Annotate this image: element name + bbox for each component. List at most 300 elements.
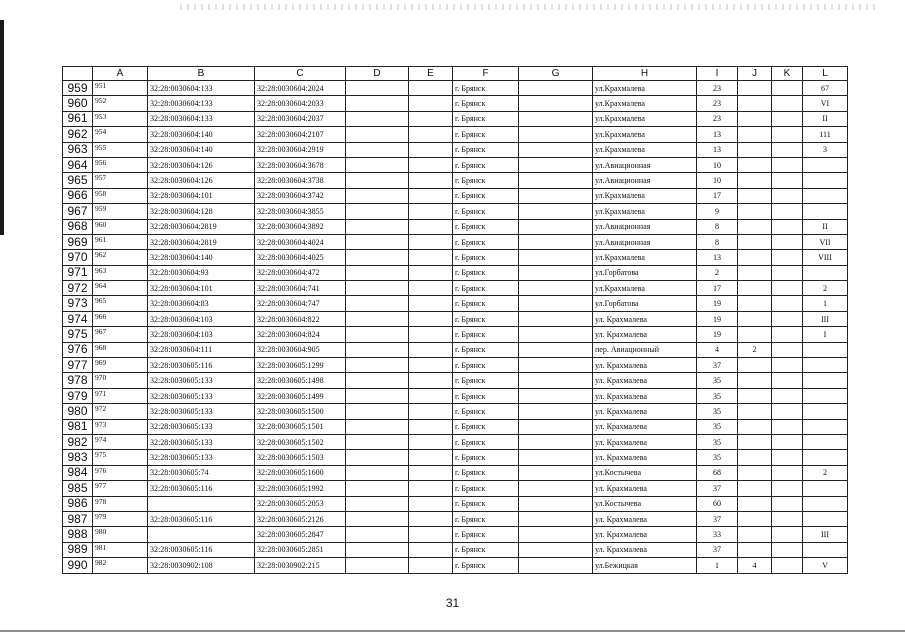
table-cell <box>346 465 409 480</box>
table-cell: 963 <box>93 265 148 280</box>
table-cell: 32:28:0030604:3738 <box>255 173 346 188</box>
table-cell: 2 <box>803 465 848 480</box>
table-cell <box>519 388 593 403</box>
table-cell: 32:28:0030604:111 <box>148 342 255 357</box>
table-cell <box>346 327 409 342</box>
table-cell: 971 <box>93 388 148 403</box>
table-cell <box>519 481 593 496</box>
table-cell: 33 <box>697 527 738 542</box>
table-cell: 974 <box>93 434 148 449</box>
row-number-cell: 960 <box>63 96 93 111</box>
table-cell: ул. Крахмалева <box>593 527 697 542</box>
table-cell: г. Брянск <box>453 142 519 157</box>
table-cell: 32:28:0030604:4024 <box>255 234 346 249</box>
row-number-cell: 967 <box>63 204 93 219</box>
table-cell <box>803 542 848 557</box>
table-cell: 68 <box>697 465 738 480</box>
table-cell: г. Брянск <box>453 450 519 465</box>
table-cell <box>409 434 453 449</box>
table-cell: г. Брянск <box>453 481 519 496</box>
row-number-cell: 977 <box>63 358 93 373</box>
table-cell <box>346 496 409 511</box>
row-number-cell: 983 <box>63 450 93 465</box>
table-cell: 967 <box>93 327 148 342</box>
table-cell: VIII <box>803 250 848 265</box>
row-number-cell: 966 <box>63 188 93 203</box>
table-cell <box>772 388 803 403</box>
table-cell: ул. Крахмалева <box>593 404 697 419</box>
table-cell <box>346 219 409 234</box>
table-cell <box>738 188 772 203</box>
page-number: 31 <box>445 596 460 610</box>
table-cell <box>346 511 409 526</box>
table-cell <box>519 342 593 357</box>
table-cell: г. Брянск <box>453 157 519 172</box>
row-number-cell: 959 <box>63 81 93 96</box>
table-cell: V <box>803 558 848 573</box>
table-cell: 976 <box>93 465 148 480</box>
table-cell: г. Брянск <box>453 311 519 326</box>
table-cell <box>772 342 803 357</box>
table-cell: 32:28:0030604:126 <box>148 157 255 172</box>
table-cell <box>519 250 593 265</box>
row-number-cell: 971 <box>63 265 93 280</box>
table-cell: 32:28:0030605:2847 <box>255 527 346 542</box>
table-cell: 32:28:0030605:116 <box>148 542 255 557</box>
table-cell: 67 <box>803 81 848 96</box>
table-cell: 17 <box>697 281 738 296</box>
table-cell: VII <box>803 234 848 249</box>
table-cell <box>519 311 593 326</box>
table-cell: 32:28:0030604:133 <box>148 111 255 126</box>
table-cell: 32:28:0030605:116 <box>148 511 255 526</box>
table-cell <box>148 496 255 511</box>
table-cell <box>409 265 453 280</box>
table-cell: 35 <box>697 450 738 465</box>
table-cell <box>772 265 803 280</box>
table-cell: 32:28:0030605:116 <box>148 358 255 373</box>
table-cell: 32:28:0030605:1299 <box>255 358 346 373</box>
table-row <box>63 419 848 434</box>
table-cell <box>346 527 409 542</box>
table-cell: 32:28:0030604:126 <box>148 173 255 188</box>
table-cell <box>346 434 409 449</box>
table-cell: г. Брянск <box>453 173 519 188</box>
table-cell <box>738 219 772 234</box>
table-cell: ул.Костычева <box>593 465 697 480</box>
table-cell <box>738 388 772 403</box>
column-header: G <box>519 67 593 81</box>
table-cell <box>772 481 803 496</box>
table-cell: 32:28:0030604:824 <box>255 327 346 342</box>
table-row <box>63 111 848 126</box>
table-cell <box>738 465 772 480</box>
table-row <box>63 311 848 326</box>
table-cell: 32:28:0030604:83 <box>148 296 255 311</box>
table-cell <box>772 327 803 342</box>
table-cell: г. Брянск <box>453 388 519 403</box>
table-cell: 32:28:0030604:133 <box>148 96 255 111</box>
table-cell: 8 <box>697 234 738 249</box>
table-row <box>63 204 848 219</box>
table-cell: 32:28:0030605:74 <box>148 465 255 480</box>
table-cell <box>772 404 803 419</box>
table-row <box>63 173 848 188</box>
table-cell <box>772 173 803 188</box>
table-cell <box>409 311 453 326</box>
table-cell: г. Брянск <box>453 127 519 142</box>
row-number-cell: 965 <box>63 173 93 188</box>
table-cell: ул. Крахмалева <box>593 311 697 326</box>
table-cell <box>346 250 409 265</box>
table-cell: 32:28:0030604:2819 <box>148 219 255 234</box>
table-cell <box>738 173 772 188</box>
table-cell <box>738 81 772 96</box>
table-cell <box>519 265 593 280</box>
table-cell: 32:28:0030605:1499 <box>255 388 346 403</box>
table-cell <box>738 234 772 249</box>
table-cell <box>519 496 593 511</box>
table-cell: ул. Крахмалева <box>593 358 697 373</box>
table-cell <box>738 157 772 172</box>
table-cell <box>738 542 772 557</box>
table-cell <box>519 157 593 172</box>
table-cell <box>346 188 409 203</box>
table-cell <box>346 204 409 219</box>
column-header: D <box>346 67 409 81</box>
table-row <box>63 342 848 357</box>
table-cell: 978 <box>93 496 148 511</box>
table-cell <box>346 542 409 557</box>
table-cell <box>409 342 453 357</box>
table-cell <box>803 358 848 373</box>
table-cell <box>738 250 772 265</box>
table-cell: 32:28:0030604:140 <box>148 142 255 157</box>
table-cell: 35 <box>697 388 738 403</box>
table-cell <box>738 96 772 111</box>
table-cell <box>803 188 848 203</box>
table-cell <box>346 265 409 280</box>
table-cell <box>738 481 772 496</box>
table-cell <box>519 142 593 157</box>
table-cell <box>772 434 803 449</box>
table-cell: ул.Горбатова <box>593 296 697 311</box>
column-header: L <box>803 67 848 81</box>
table-cell: г. Брянск <box>453 342 519 357</box>
table-cell: 966 <box>93 311 148 326</box>
table-cell <box>772 127 803 142</box>
table-cell <box>738 296 772 311</box>
table-cell <box>738 327 772 342</box>
table-row <box>63 496 848 511</box>
table-cell <box>519 281 593 296</box>
table-cell: г. Брянск <box>453 527 519 542</box>
table-row <box>63 250 848 265</box>
table-cell <box>409 234 453 249</box>
table-cell <box>772 188 803 203</box>
row-number-cell: 970 <box>63 250 93 265</box>
table-cell: г. Брянск <box>453 419 519 434</box>
table-cell: 957 <box>93 173 148 188</box>
table-cell <box>803 450 848 465</box>
table-cell: II <box>803 219 848 234</box>
table-cell: ул. Крахмалева <box>593 511 697 526</box>
table-cell <box>772 419 803 434</box>
table-cell <box>772 358 803 373</box>
column-header: B <box>148 67 255 81</box>
table-cell <box>738 373 772 388</box>
row-number-cell: 975 <box>63 327 93 342</box>
table-cell: 37 <box>697 542 738 557</box>
table-cell <box>519 527 593 542</box>
table-cell: 973 <box>93 419 148 434</box>
table-cell: 32:28:0030604:2024 <box>255 81 346 96</box>
table-cell: ул.Крахмалева <box>593 281 697 296</box>
table-cell <box>519 327 593 342</box>
table-cell: 32:28:0030604:103 <box>148 311 255 326</box>
table-cell: 32:28:0030604:905 <box>255 342 346 357</box>
table-cell: 32:28:0030604:3678 <box>255 157 346 172</box>
table-cell: 32:28:0030604:472 <box>255 265 346 280</box>
table-cell: ул. Крахмалева <box>593 481 697 496</box>
table-cell: ул.Авиационная <box>593 219 697 234</box>
table-cell: 958 <box>93 188 148 203</box>
table-cell: ул. Крахмалева <box>593 542 697 557</box>
table-row <box>63 373 848 388</box>
table-row <box>63 127 848 142</box>
table-row <box>63 450 848 465</box>
table-cell: г. Брянск <box>453 465 519 480</box>
table-cell: 13 <box>697 142 738 157</box>
table-cell <box>409 188 453 203</box>
table-row <box>63 265 848 280</box>
table-cell: 23 <box>697 81 738 96</box>
scan-edge-bottom <box>0 630 905 632</box>
table-cell: 37 <box>697 481 738 496</box>
table-cell: г. Брянск <box>453 373 519 388</box>
table-cell <box>519 465 593 480</box>
table-cell: 17 <box>697 188 738 203</box>
table-cell: 32:28:0030605:2126 <box>255 511 346 526</box>
table-cell: 32:28:0030604:2819 <box>148 234 255 249</box>
table-cell: 952 <box>93 96 148 111</box>
table-cell: 19 <box>697 311 738 326</box>
row-number-cell: 974 <box>63 311 93 326</box>
table-cell: г. Брянск <box>453 96 519 111</box>
row-number-cell: 961 <box>63 111 93 126</box>
table-cell <box>519 96 593 111</box>
table-cell <box>803 434 848 449</box>
table-cell <box>346 173 409 188</box>
table-cell: 111 <box>803 127 848 142</box>
row-number-cell: 976 <box>63 342 93 357</box>
table-cell <box>772 96 803 111</box>
table-cell <box>346 419 409 434</box>
table-cell <box>738 281 772 296</box>
table-cell: 959 <box>93 204 148 219</box>
table-cell: 8 <box>697 219 738 234</box>
table-cell <box>346 404 409 419</box>
table-cell <box>772 234 803 249</box>
table-cell <box>772 311 803 326</box>
table-cell: ул.Крахмалева <box>593 204 697 219</box>
table-cell <box>519 434 593 449</box>
table-cell <box>772 450 803 465</box>
table-cell: 2 <box>697 265 738 280</box>
table-cell: 32:28:0030604:140 <box>148 127 255 142</box>
table-row <box>63 234 848 249</box>
table-cell: 32:28:0030605:1498 <box>255 373 346 388</box>
table-row <box>63 327 848 342</box>
table-cell: 35 <box>697 419 738 434</box>
table-cell: 23 <box>697 111 738 126</box>
table-cell: 23 <box>697 96 738 111</box>
table-row <box>63 96 848 111</box>
table-row <box>63 188 848 203</box>
table-cell: 32:28:0030604:103 <box>148 327 255 342</box>
table-cell <box>409 111 453 126</box>
table-cell <box>772 296 803 311</box>
table-cell: 4 <box>738 558 772 573</box>
table-cell: ул.Бежицкая <box>593 558 697 573</box>
table-row <box>63 142 848 157</box>
column-header: I <box>697 67 738 81</box>
table-cell: 32:28:0030605:1500 <box>255 404 346 419</box>
table-cell: 32:28:0030902:108 <box>148 558 255 573</box>
table-cell <box>409 465 453 480</box>
table-row <box>63 219 848 234</box>
table-cell: ул. Крахмалева <box>593 419 697 434</box>
table-cell: 1 <box>697 558 738 573</box>
table-cell: г. Брянск <box>453 250 519 265</box>
table-cell <box>738 311 772 326</box>
table-cell <box>803 157 848 172</box>
table-cell <box>519 173 593 188</box>
column-header: F <box>453 67 519 81</box>
scan-noise-top <box>180 4 880 10</box>
table-cell: 32:28:0030605:133 <box>148 373 255 388</box>
table-row <box>63 296 848 311</box>
table-row <box>63 404 848 419</box>
row-number-cell: 964 <box>63 157 93 172</box>
table-cell: г. Брянск <box>453 496 519 511</box>
column-header-row <box>63 67 848 81</box>
table-cell: ул.Авиационная <box>593 234 697 249</box>
table-cell: 10 <box>697 157 738 172</box>
table-cell <box>519 188 593 203</box>
table-cell <box>346 558 409 573</box>
table-cell: 2 <box>803 281 848 296</box>
table-cell <box>346 296 409 311</box>
table-cell: ул.Горбатова <box>593 265 697 280</box>
table-cell: 32:28:0030605:133 <box>148 388 255 403</box>
table-cell <box>409 481 453 496</box>
table-cell: ул.Авиационная <box>593 173 697 188</box>
table-cell: г. Брянск <box>453 234 519 249</box>
table-cell: г. Брянск <box>453 296 519 311</box>
table-cell: 3 <box>803 142 848 157</box>
table-cell <box>519 558 593 573</box>
table-cell <box>346 388 409 403</box>
table-cell <box>519 511 593 526</box>
table-cell: ул.Крахмалева <box>593 127 697 142</box>
table-row <box>63 511 848 526</box>
table-cell: г. Брянск <box>453 404 519 419</box>
table-cell: 32:28:0030605:116 <box>148 481 255 496</box>
table-cell: 32:28:0030605:1503 <box>255 450 346 465</box>
table-cell <box>772 250 803 265</box>
table-cell <box>519 219 593 234</box>
table-cell <box>519 234 593 249</box>
table-cell <box>409 542 453 557</box>
table-cell: 32:28:0030604:140 <box>148 250 255 265</box>
table-cell: г. Брянск <box>453 188 519 203</box>
table-cell <box>772 204 803 219</box>
table-cell <box>738 450 772 465</box>
table-cell: 13 <box>697 250 738 265</box>
table-cell: 13 <box>697 127 738 142</box>
table-cell <box>346 234 409 249</box>
table-cell: 969 <box>93 358 148 373</box>
table-cell: пер. Авиационный <box>593 342 697 357</box>
table-cell: 960 <box>93 219 148 234</box>
table-cell: г. Брянск <box>453 327 519 342</box>
table-cell: 955 <box>93 142 148 157</box>
table-cell <box>738 511 772 526</box>
table-cell: 32:28:0030605:1502 <box>255 434 346 449</box>
table-cell: VI <box>803 96 848 111</box>
table-cell: 32:28:0030604:747 <box>255 296 346 311</box>
table-cell: 977 <box>93 481 148 496</box>
table-cell <box>738 496 772 511</box>
table-cell <box>772 558 803 573</box>
table-cell <box>409 404 453 419</box>
table-cell: 35 <box>697 404 738 419</box>
table-cell <box>409 419 453 434</box>
table-cell <box>738 265 772 280</box>
table-cell: ул. Крахмалева <box>593 327 697 342</box>
table-cell: 32:28:0030604:822 <box>255 311 346 326</box>
table-cell: 19 <box>697 296 738 311</box>
table-cell: 4 <box>697 342 738 357</box>
table-cell: 32:28:0030605:133 <box>148 419 255 434</box>
table-cell <box>519 542 593 557</box>
table-cell: г. Брянск <box>453 81 519 96</box>
table-cell: ул.Крахмалева <box>593 111 697 126</box>
table-cell <box>519 127 593 142</box>
table-cell <box>409 204 453 219</box>
table-cell: 32:28:0030604:3855 <box>255 204 346 219</box>
table-body <box>63 81 848 574</box>
row-number-cell: 990 <box>63 558 93 573</box>
table-row <box>63 542 848 557</box>
table-cell: 982 <box>93 558 148 573</box>
row-number-cell: 973 <box>63 296 93 311</box>
table-cell <box>519 419 593 434</box>
table-cell <box>738 404 772 419</box>
table-cell: ул.Крахмалева <box>593 188 697 203</box>
table-cell <box>409 450 453 465</box>
table-cell <box>346 373 409 388</box>
table-cell <box>409 219 453 234</box>
table-cell: ул.Крахмалева <box>593 250 697 265</box>
table-cell: 35 <box>697 373 738 388</box>
table-cell <box>346 81 409 96</box>
table-cell <box>772 465 803 480</box>
table-cell <box>738 434 772 449</box>
table-cell: ул. Крахмалева <box>593 388 697 403</box>
table-cell <box>409 327 453 342</box>
